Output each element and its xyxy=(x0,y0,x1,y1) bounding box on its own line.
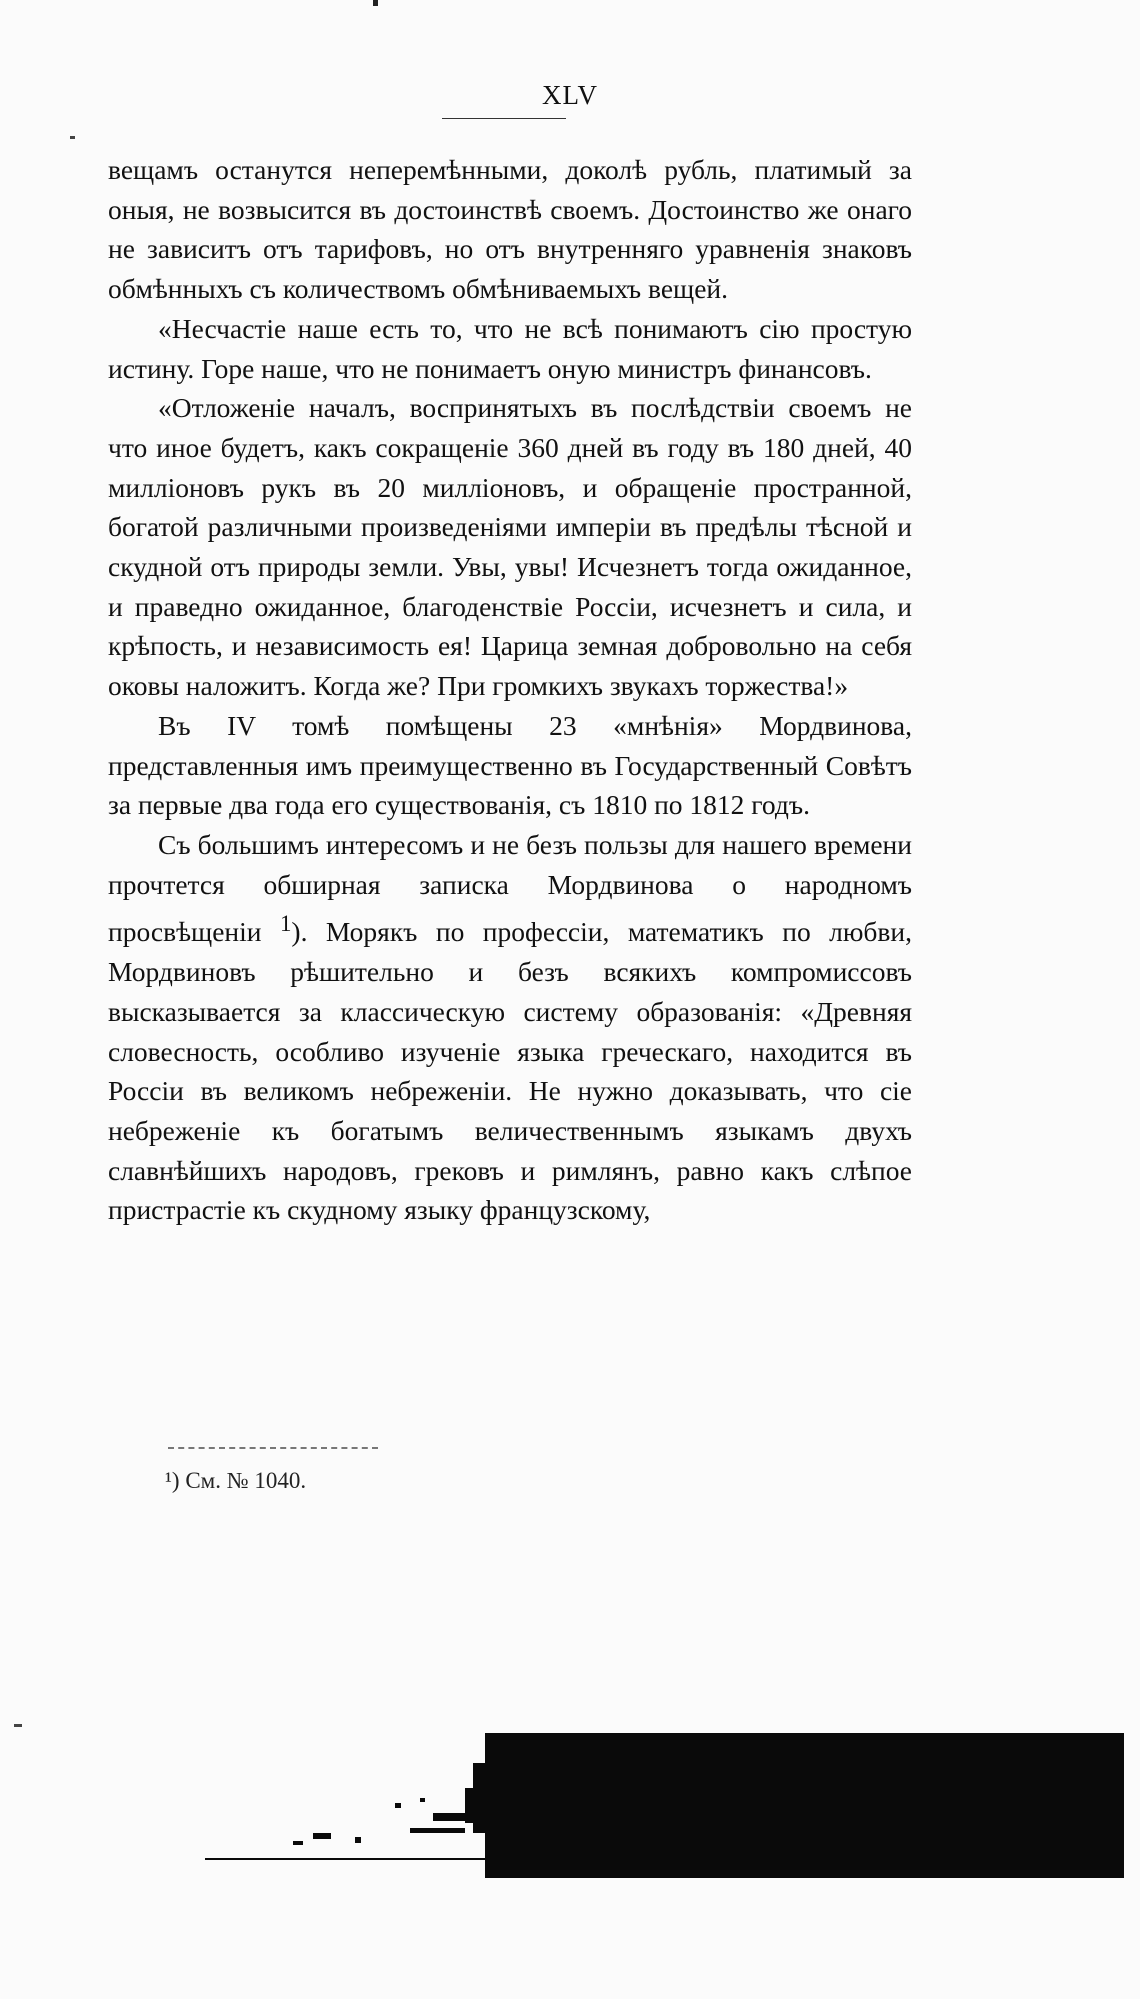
ink-blot xyxy=(420,1798,425,1802)
page-number-underline xyxy=(442,118,566,119)
paragraph: «Несчастіе наше есть то, что не всѣ понимаютъ сію простую истину. Горе наше, что не понимаетъ оную министръ финансовъ. xyxy=(108,312,912,384)
footnote-marker: ¹) xyxy=(165,1468,180,1493)
footnote-separator xyxy=(168,1447,378,1449)
footnote xyxy=(165,1468,306,1494)
ink-blot xyxy=(473,1763,487,1833)
paragraph-with-footnote xyxy=(108,825,912,1230)
ink-blot xyxy=(355,1837,361,1843)
body-text xyxy=(108,150,912,1230)
paragraph: Въ IV томѣ помѣщены 23 «мнѣнія» Мордвинова, представленныя имъ преимущественно въ Государственный Совѣтъ за первые два года его существованія, съ 1810 по 1812 годъ. xyxy=(108,709,912,821)
page-number: XLV xyxy=(541,80,598,110)
margin-ink-mark xyxy=(14,1724,22,1727)
footnote-reference: 1 xyxy=(279,911,292,937)
ink-blot xyxy=(293,1841,303,1845)
ink-blot xyxy=(205,1858,505,1860)
ink-blot xyxy=(395,1803,401,1808)
paragraph-text: ). Морякъ по профессіи, математикъ по любви, Мордвиновъ рѣшительно и безъ всякихъ компромиссовъ высказывается за классическую систему образованія: «Древняя словесность, особливо изученіе языка греческаго, находится въ Россіи въ великомъ небреженіи. Не нужно доказывать, что сіе небреженіе къ богатымъ величественнымъ языкамъ двухъ славнѣйшихъ народовъ, грековъ и римлянъ, равно какъ слѣпое пристрастіе къ скудному языку французскому, xyxy=(108,916,913,1226)
ink-blot xyxy=(313,1833,331,1839)
footnote-text: См. № 1040. xyxy=(185,1468,307,1493)
ink-blot xyxy=(433,1813,467,1821)
scan-black-region xyxy=(492,1733,1124,1878)
paragraph: «Отложеніе началъ, воспринятыхъ въ послѣдствіи своемъ не что иное будетъ, какъ сокращеніе 360 дней въ году въ 180 дней, 40 милліоновъ рукъ въ 20 милліоновъ, и обращеніе пространной, богатой различными произведеніями имперіи въ предѣлы тѣсной и скудной отъ природы земли. Увы, увы! Исчезнетъ тогда ожиданное, и праведно ожиданное, благоденствіе Россіи, исчезнетъ и сила, и крѣпость, и независимость ея! Царица земная добровольно на себя оковы наложитъ. Когда же? При громкихъ звукахъ торжества!» xyxy=(108,392,912,702)
scan-ink-noise xyxy=(205,1733,505,1878)
paragraph: вещамъ останутся неперемѣнными, доколѣ рубль, платимый за оныя, не возвысится въ достоинствѣ своемъ. Достоинство же онаго не зависитъ отъ тарифовъ, но отъ внутренняго уравненія знаковъ обмѣнныхъ съ количествомъ обмѣниваемыхъ вещей. xyxy=(108,154,912,305)
ink-blot xyxy=(410,1828,465,1833)
paragraph-text: Съ большимъ интересомъ и не безъ пользы для нашего времени прочтется обширная записка Мордвинова о народномъ просвѣщеніи xyxy=(108,828,912,948)
margin-ink-mark xyxy=(70,136,75,139)
top-ink-speck xyxy=(373,0,378,6)
